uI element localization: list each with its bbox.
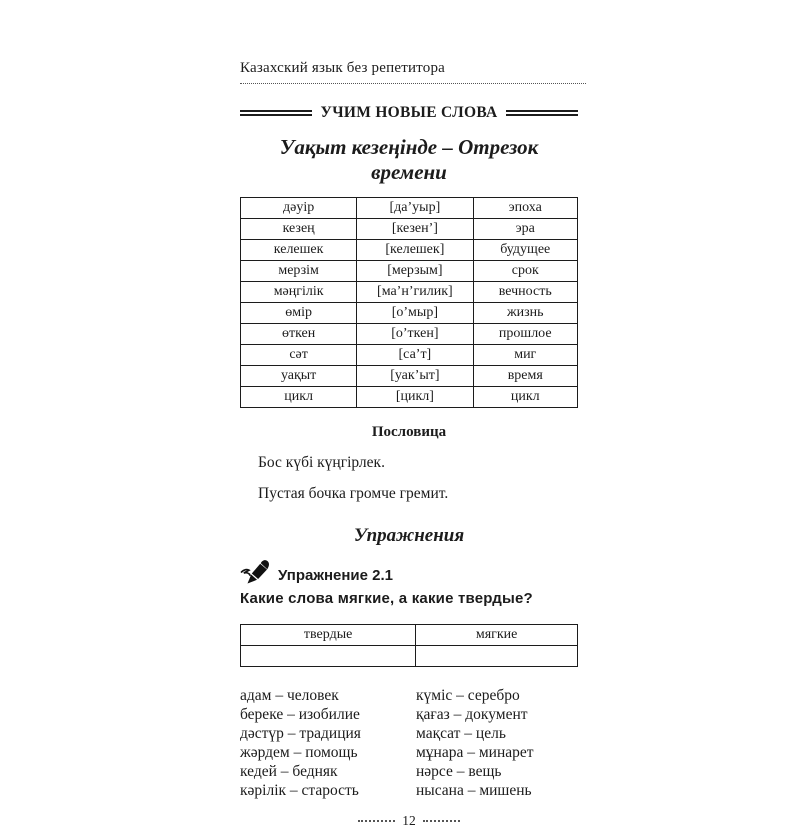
vocab-row (241, 387, 578, 408)
vocab-cell: прошлое (473, 324, 578, 345)
page-number: 12 (402, 813, 416, 828)
vocab-cell: эпоха (473, 198, 578, 219)
vocab-cell: [ма’н’гилик] (357, 282, 473, 303)
word-pair-item: нысана – мишень (416, 782, 532, 799)
proverb-kazakh: Бос күбі күңгірлек. (258, 454, 385, 471)
vocab-cell: [да’уыр] (357, 198, 473, 219)
vocab-cell: өткен (241, 324, 357, 345)
sort-header-cell: мягкие (416, 625, 578, 646)
vocab-cell: [цикл] (357, 387, 473, 408)
vocab-cell: дәуір (241, 198, 357, 219)
vocab-cell: время (473, 366, 578, 387)
word-pair-list (240, 686, 578, 800)
exercise-question: Какие слова мягкие, а какие твердые? (240, 590, 533, 607)
book-page (240, 60, 578, 829)
vocab-row (241, 282, 578, 303)
double-rule-left (240, 110, 312, 116)
vocab-cell: сәт (241, 345, 357, 366)
vocab-cell: [кезен’] (357, 219, 473, 240)
vocab-cell: мерзім (241, 261, 357, 282)
exercise-title: Упражнение 2.1 (278, 567, 394, 584)
word-pair-item: кедей – бедняк (240, 763, 338, 780)
exercises-heading: Упражнения (353, 525, 465, 546)
vocab-cell: мәңгілік (241, 282, 357, 303)
sort-answer-row (241, 646, 578, 667)
sort-answer-cell (241, 646, 416, 667)
vocab-cell: цикл (473, 387, 578, 408)
vocabulary-table (240, 197, 578, 408)
sort-header-row (241, 625, 578, 646)
running-header: Казахский язык без репетитора (240, 60, 586, 84)
vocab-cell: [о’мыр] (357, 303, 473, 324)
footer-rule-right (423, 820, 460, 822)
vocab-cell: вечность (473, 282, 578, 303)
word-column-left (240, 686, 416, 800)
word-pair-item: береке – изобилие (240, 706, 360, 723)
vocab-cell: уақыт (241, 366, 357, 387)
word-pair-item: кәрілік – старость (240, 782, 359, 799)
sort-header-cell: твердые (241, 625, 416, 646)
word-pair-item: жәрдем – помощь (240, 744, 358, 761)
sort-table (240, 624, 578, 667)
vocab-row (241, 303, 578, 324)
sort-answer-cell (416, 646, 578, 667)
vocab-row (241, 198, 578, 219)
vocab-cell: эра (473, 219, 578, 240)
page-footer (240, 813, 578, 829)
vocab-cell: өмір (241, 303, 357, 324)
vocab-cell: [уак’ыт] (357, 366, 473, 387)
word-pair-item: мақсат – цель (416, 725, 506, 742)
vocab-row (241, 261, 578, 282)
vocab-row (241, 219, 578, 240)
vocab-row (241, 366, 578, 387)
vocab-cell: миг (473, 345, 578, 366)
footer-rule-left (358, 820, 395, 822)
word-pair-item: күміс – серебро (416, 687, 520, 704)
marker-pen-icon (240, 559, 271, 586)
word-pair-item: қағаз – документ (416, 706, 528, 723)
word-pair-item: адам – человек (240, 687, 339, 704)
vocab-cell: будущее (473, 240, 578, 261)
vocab-cell: цикл (241, 387, 357, 408)
double-rule-right (506, 110, 578, 116)
vocab-row (241, 240, 578, 261)
vocab-row (241, 324, 578, 345)
proverb-russian: Пустая бочка громче гремит. (258, 485, 449, 502)
vocab-cell: [мерзым] (357, 261, 473, 282)
word-column-right (416, 686, 578, 800)
section-title-row (240, 104, 578, 122)
vocab-cell: [са’т] (357, 345, 473, 366)
word-pair-item: дәстүр – традиция (240, 725, 361, 742)
vocab-cell: срок (473, 261, 578, 282)
vocab-cell: жизнь (473, 303, 578, 324)
proverb-heading: Пословица (371, 424, 447, 440)
word-pair-item: нәрсе – вещь (416, 763, 502, 780)
vocab-cell: [о’ткен] (357, 324, 473, 345)
word-pair-item: мұнара – минарет (416, 744, 534, 761)
exercise-title-row (240, 559, 578, 586)
section-title: УЧИМ НОВЫЕ СЛОВА (320, 104, 498, 121)
vocab-cell: келешек (241, 240, 357, 261)
vocab-row (241, 345, 578, 366)
vocab-cell: [келешек] (357, 240, 473, 261)
vocab-cell: кезең (241, 219, 357, 240)
lesson-subtitle: Уақыт кезеңінде – Отрезок времени (279, 135, 539, 184)
